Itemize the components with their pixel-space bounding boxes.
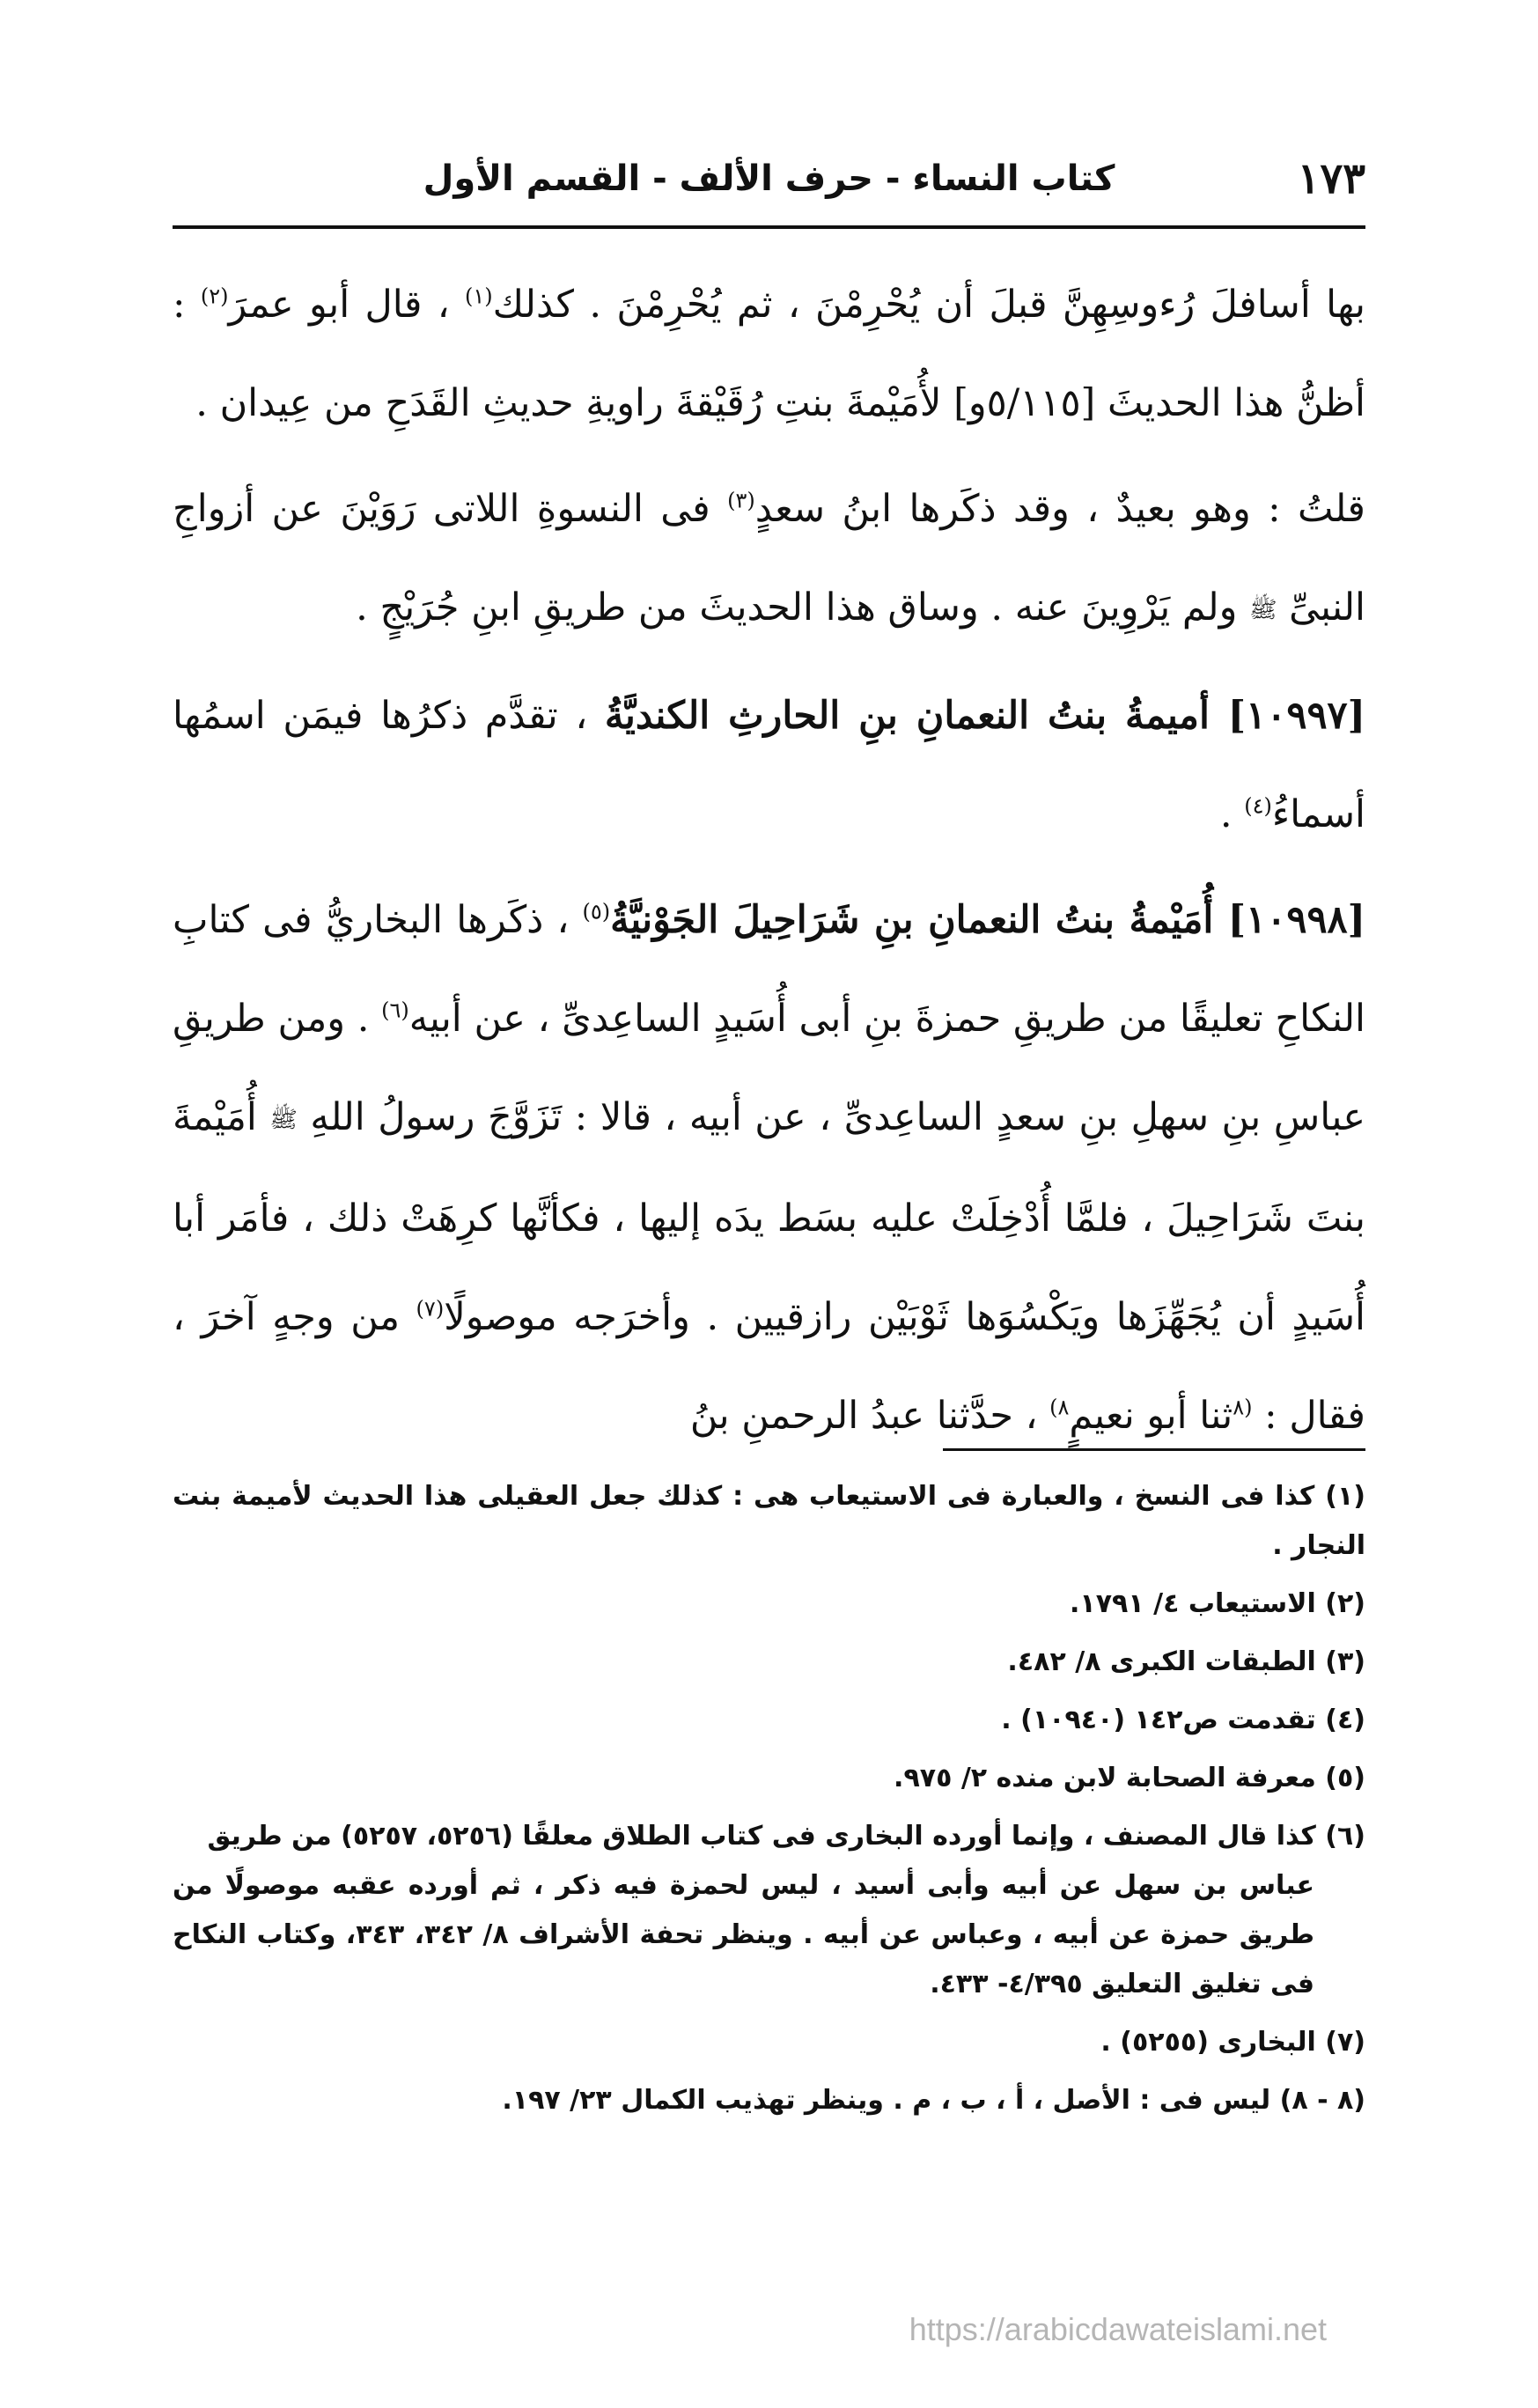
footnote-text: تقدمت ص١٤٢ (١٠٩٤٠) . (1001, 1705, 1326, 1735)
footnote-continuation: عباس بن سهل عن أبيه وأبى أسيد ، ليس لحمزة فيه ذكر ، ثم أورده عقبه موصولًا من طريق حمزة عن أبيه ، وعباس عن أبيه . وينظر تحفة الأشراف ٨/ ٣٤٢، ٣٤٣، وكتاب النكاح فى تغليق التعليق ٤/٣٩٥- ٤٣٣. (173, 1870, 1314, 1999)
footnote-number: (٦) (1325, 1821, 1365, 1852)
text: فى النسوةِ اللاتى رَوَيْنَ عن أزواجِ النبىِّ (173, 487, 1365, 630)
header-title: كتاب النساء - حرف الألف - القسم الأول (423, 158, 1115, 199)
salawat-glyph: ﷺ (269, 1107, 298, 1133)
page-number: ١٧٣ (1297, 154, 1365, 203)
entry-number: [١٠٩٩٧] (1227, 694, 1365, 738)
footnote-ref[interactable]: (١) (464, 284, 493, 309)
text: . ومن طريقِ عباسِ بنِ سهلِ بنِ سعدٍ الساعِدىِّ ، عن أبيه ، قالا : تَزَوَّجَ رسولُ اللهِ (173, 997, 1365, 1139)
text: : أظنُّ هذا الحديثَ [٥/١١٥و] لأُمَيْمةَ بنتِ رُقَيْقةَ راويةِ حديثِ القَدَحِ من عِيدان . (173, 283, 1365, 425)
footnote-ref[interactable]: (٥) (582, 899, 611, 924)
footnote-ref[interactable]: (٣) (727, 488, 755, 513)
footnote-1 (173, 1472, 1365, 1571)
footnote-5 (173, 1754, 1365, 1803)
footnote-text: الطبقات الكبرى ٨/ ٤٨٢. (1007, 1646, 1326, 1677)
footnote-ref[interactable]: (٨ (1233, 1395, 1253, 1420)
watermark-url: https://arabicdawateislami.net (909, 2311, 1327, 2347)
footnote-ref[interactable]: (٤) (1244, 793, 1272, 819)
footnote-text: معرفة الصحابة لابن منده ٢/ ٩٧٥. (894, 1763, 1326, 1793)
footnote-4 (173, 1696, 1365, 1745)
text: ثنا أبو نعيمٍ (1069, 1394, 1233, 1438)
footnote-number: (٣) (1325, 1646, 1365, 1677)
footnote-number: (٧) (1325, 2027, 1365, 2058)
running-header (173, 148, 1365, 210)
text: ، حدَّثنا عبدُ الرحمنِ بنُ (689, 1394, 1050, 1438)
text: ، تقدَّم ذكرُها فيمَن اسمُها أسماءُ (173, 694, 1365, 836)
footnote-text: الاستيعاب ٤/ ١٧٩١. (1070, 1588, 1326, 1619)
text: ولم يَرْوِينَ عنه . وساق هذا الحديثَ من طريقِ ابنِ جُرَيْجٍ . (356, 585, 1250, 630)
text: بها أسافلَ رُءوسِهِنَّ قبلَ أن يُحْرِمْنَ ، ثم يُحْرِمْنَ . كذلك (492, 283, 1366, 327)
footnote-ref[interactable]: (٢) (200, 284, 229, 309)
text: أُمَيْمةَ بنتَ شَرَاحِيلَ ، فلمَّا أُدْخِلَتْ عليه بسَط يدَه إليها ، فكأنَّها كرِهَتْ ذلك ، فأمَر أبا أُسَيدٍ أن يُجَهِّزَها ويَكْسُوَها ثَوْبَيْن رازقيين . وأخرَجه موصولًا (173, 1095, 1365, 1339)
paragraph-1 (173, 255, 1365, 453)
footnote-rule (943, 1448, 1365, 1451)
entry-name: أُمَيْمةُ بنتُ النعمانِ بنِ شَرَاحِيلَ الجَوْنيَّةُ (610, 898, 1228, 942)
main-text (173, 255, 1365, 1465)
footnote-number: (٨ - ٨) (1279, 2085, 1365, 2116)
footnote-8 (173, 2076, 1365, 2125)
footnote-text: كذا فى النسخ ، والعبارة فى الاستيعاب هى : كذلك جعل العقيلى هذا الحديث لأميمة بنت النجار . (173, 1481, 1365, 1561)
footnote-number: (٤) (1325, 1705, 1365, 1735)
text: . (1219, 792, 1245, 836)
entry-10997 (173, 666, 1365, 864)
footnote-ref[interactable]: ٨) (1049, 1395, 1070, 1420)
entry-number: [١٠٩٩٨] (1227, 898, 1365, 942)
text: ، قال أبو عمرَ (228, 283, 465, 327)
footnote-3 (173, 1638, 1365, 1687)
footnote-number: (٥) (1325, 1763, 1365, 1793)
footnote-6 (173, 1812, 1365, 2009)
footnote-7 (173, 2018, 1365, 2067)
salawat-glyph: ﷺ (1249, 597, 1277, 623)
footnote-text: البخارى (٥٢٥٥) . (1100, 2027, 1326, 2058)
footnote-number: (٢) (1325, 1588, 1365, 1619)
header-rule (173, 225, 1365, 229)
text: ، ذكَرها البخاريُّ فى كتابِ النكاحِ تعليقًا من طريقِ حمزةَ بنِ أبى أُسَيدٍ الساعِدىِّ ، عن أبيه (173, 898, 1365, 1041)
footnote-2 (173, 1580, 1365, 1629)
entry-10998 (173, 871, 1365, 1465)
footnote-text: ليس فى : الأصل ، أ ، ب ، م . وينظر تهذيب الكمال ٢٣/ ١٩٧. (502, 2085, 1280, 2116)
text: من وجهٍ آخرَ ، فقال : (173, 1295, 1365, 1438)
footnote-ref[interactable]: (٦) (381, 998, 409, 1023)
footnotes (173, 1472, 1365, 2134)
footnote-ref[interactable]: (٧) (416, 1296, 445, 1322)
text: قلتُ : وهو بعيدٌ ، وقد ذكَرها ابنُ سعدٍ (754, 487, 1365, 531)
entry-name: أميمةُ بنتُ النعمانِ بنِ الحارثِ الكنديَّةُ (604, 694, 1228, 738)
paragraph-2 (173, 460, 1365, 659)
footnote-number: (١) (1325, 1481, 1365, 1512)
footnote-text: كذا قال المصنف ، وإنما أورده البخارى فى كتاب الطلاق معلقًا (٥٢٥٦، ٥٢٥٧) من طريق (207, 1821, 1326, 1852)
